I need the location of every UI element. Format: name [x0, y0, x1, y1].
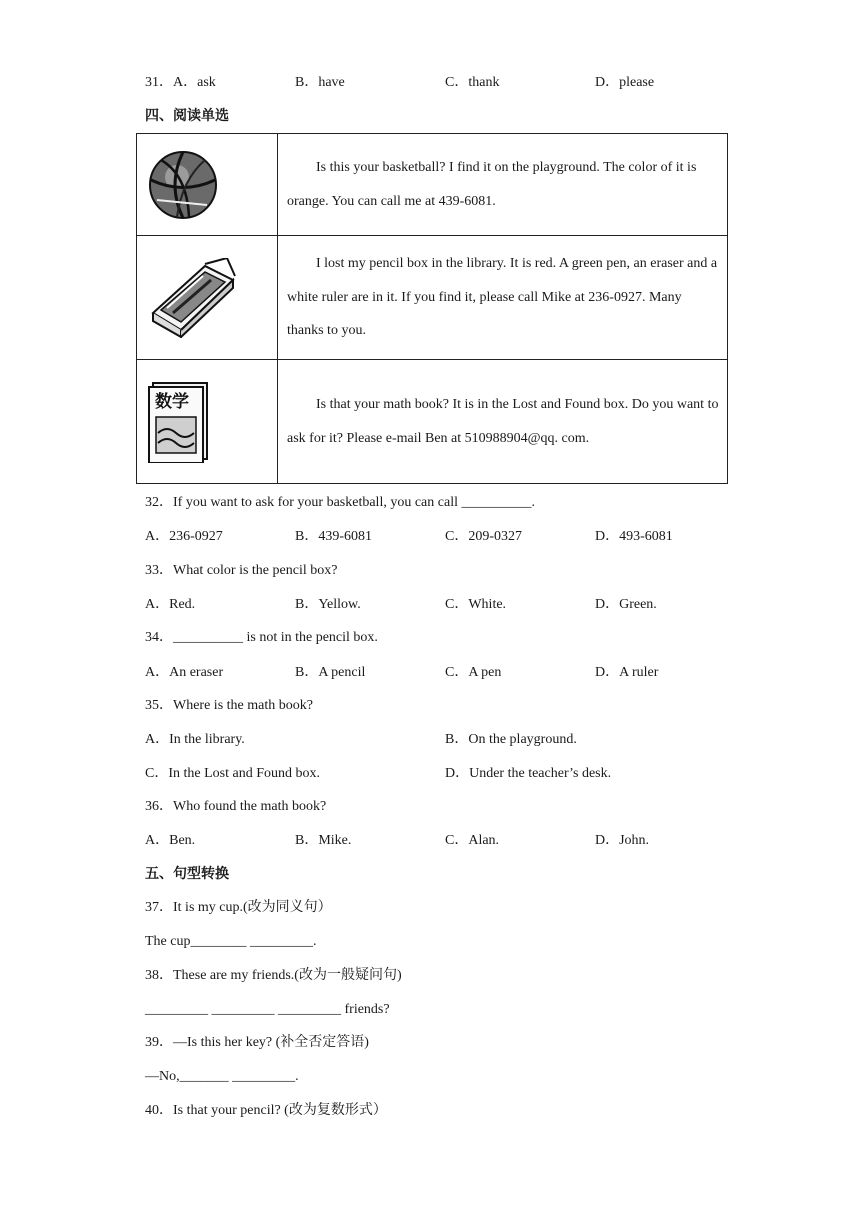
- q40-stem: 40．Is that your pencil? (改为复数形式）: [145, 1103, 387, 1118]
- notice-row-pencil-box: [137, 236, 728, 360]
- notice-text-pencil-box: I lost my pencil box in the library. It is red. A green pen, an eraser and a white ruler are in it. If you find it, please call Mike at 236-0927. Many thanks to you.: [278, 236, 728, 360]
- reading-table: [136, 133, 728, 484]
- q36-option-d: D．John.: [595, 833, 650, 848]
- q31-option-a: 31．A．ask: [145, 75, 216, 90]
- q34-option-c: C．A pen: [445, 665, 502, 680]
- notice-text-basketball: Is this your basketball? I find it on the playground. The color of it is orange. You can call me at 439-6081.: [278, 134, 728, 236]
- q38-stem: 38．These are my friends.(改为一般疑问句): [145, 968, 402, 983]
- section-4-title: 四、阅读单选: [145, 108, 229, 124]
- q35-option-b: B．On the playground.: [445, 732, 577, 747]
- q34-option-d: D．A ruler: [595, 665, 659, 680]
- q33-option-c: C．White.: [445, 597, 507, 612]
- section-5-title: 五、句型转换: [145, 866, 229, 882]
- q34-stem: 34．__________ is not in the pencil box.: [145, 630, 378, 645]
- q35-stem: 35．Where is the math book?: [145, 698, 313, 713]
- q37-answer-line: The cup________ _________.: [145, 934, 317, 949]
- svg-text:数学: 数学: [155, 391, 189, 412]
- q38-answer-line: _________ _________ _________ friends?: [145, 1002, 390, 1017]
- q32-option-c: C．209-0327: [445, 529, 522, 544]
- q34-option-b: B．A pencil: [295, 665, 366, 680]
- q39-answer-line: —No,_______ _________.: [145, 1069, 299, 1084]
- notice-image-cell: [137, 236, 278, 360]
- notice-image-cell: [137, 360, 278, 484]
- notice-text-math-book: Is that your math book? It is in the Lost and Found box. Do you want to ask for it? Please e-mail Ben at 510988904@qq. com.: [278, 360, 728, 484]
- q35-option-c: C．In the Lost and Found box.: [145, 766, 320, 781]
- q31-option-d: D．please: [595, 75, 655, 90]
- q36-stem: 36．Who found the math book?: [145, 799, 327, 814]
- q32-option-a: A．236-0927: [145, 529, 223, 544]
- q39-stem: 39．—Is this her key? (补全否定答语): [145, 1035, 369, 1050]
- q32-option-d: D．493-6081: [595, 529, 673, 544]
- q33-option-a: A．Red.: [145, 597, 196, 612]
- q36-option-a: A．Ben.: [145, 833, 196, 848]
- q37-stem: 37．It is my cup.(改为同义句）: [145, 900, 332, 915]
- q33-option-d: D．Green.: [595, 597, 657, 612]
- pencil-box-icon: [147, 258, 277, 338]
- q35-option-a: A．In the library.: [145, 732, 245, 747]
- basketball-icon: [147, 150, 277, 220]
- math-book-icon: [147, 381, 277, 463]
- notice-row-math-book: [137, 360, 728, 484]
- q35-option-d: D．Under the teacher’s desk.: [445, 766, 612, 781]
- q34-option-a: A．An eraser: [145, 665, 224, 680]
- q33-option-b: B．Yellow.: [295, 597, 361, 612]
- notice-row-basketball: [137, 134, 728, 236]
- q32-stem: 32．If you want to ask for your basketball, you can call __________.: [145, 495, 535, 510]
- q36-option-b: B．Mike.: [295, 833, 352, 848]
- q31-option-b: B．have: [295, 75, 345, 90]
- q32-option-b: B．439-6081: [295, 529, 372, 544]
- q33-stem: 33．What color is the pencil box?: [145, 563, 338, 578]
- q36-option-c: C．Alan.: [445, 833, 500, 848]
- q31-option-c: C．thank: [445, 75, 500, 90]
- notice-image-cell: [137, 134, 278, 236]
